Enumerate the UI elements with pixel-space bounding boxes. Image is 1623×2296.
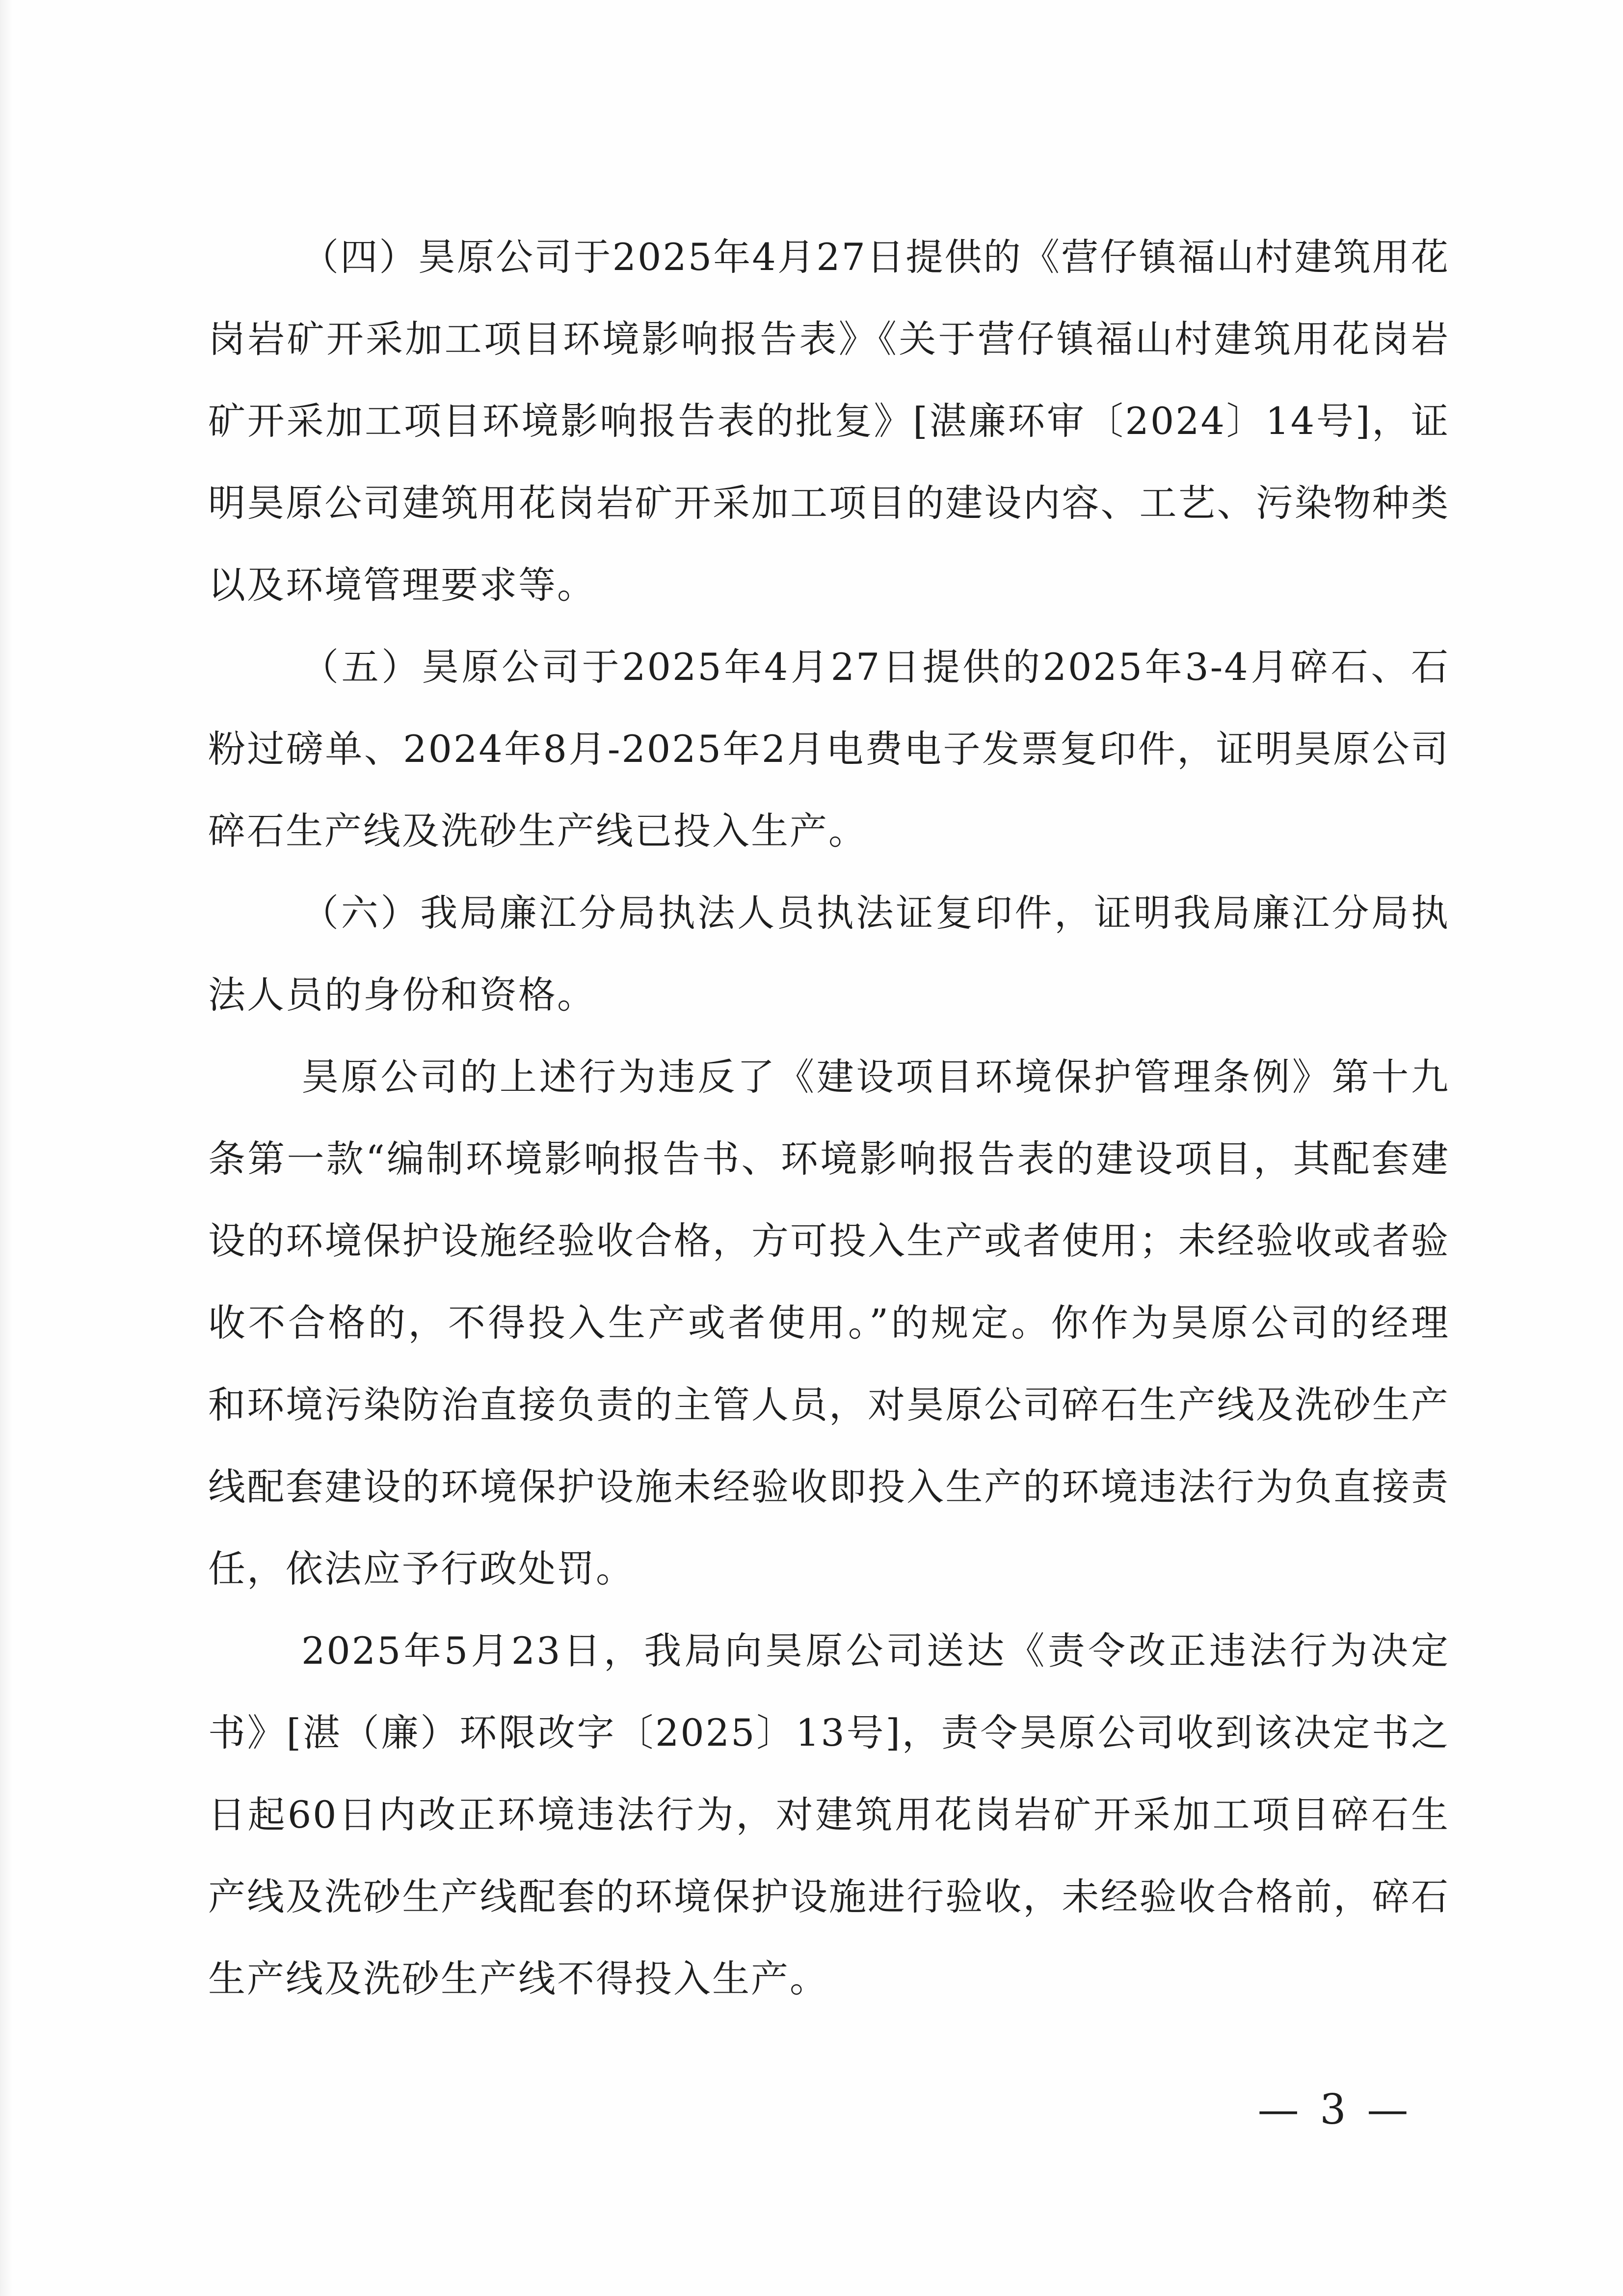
- paragraph-violation: 昊原公司的上述行为违反了《建设项目环境保护管理条例》第十九条第一款“编制环境影响报告书、环境影响报告表的建设项目，其配套建设的环境保护设施经验收合格，方可投入生产或者使用；未经验收或者验收不合格的，不得投入生产或者使用。”的规定。你作为昊原公司的经理和环境污染防治直接负责的主管人员，对昊原公司碎石生产线及洗砂生产线配套建设的环境保护设施未经验收即投入生产的环境违法行为负直接责任，依法应予行政处罚。: [208, 1055, 1450, 1591]
- document-body: [208, 216, 1450, 2020]
- paragraph-evidence-4: （四）昊原公司于2025年4月27日提供的《营仔镇福山村建筑用花岗岩矿开采加工项目环境影响报告表》《关于营仔镇福山村建筑用花岗岩矿开采加工项目环境影响报告表的批复》[湛廉环审〔2024〕14号]，证明昊原公司建筑用花岗岩矿开采加工项目的建设内容、工艺、污染物种类以及环境管理要求等。: [208, 235, 1450, 607]
- scan-edge-shadow: [0, 0, 13, 2296]
- paragraph-rectification-order: 2025年5月23日，我局向昊原公司送达《责令改正违法行为决定书》[湛（廉）环限改字〔2025〕13号]，责令昊原公司收到该决定书之日起60日内改正环境违法行为，对建筑用花岗岩矿开采加工项目碎石生产线及洗砂生产线配套的环境保护设施进行验收，未经验收合格前，碎石生产线及洗砂生产线不得投入生产。: [208, 1629, 1450, 2000]
- page-number: — 3 —: [1257, 2085, 1412, 2134]
- paragraph-evidence-5: （五）昊原公司于2025年4月27日提供的2025年3-4月碎石、石粉过磅单、2024年8月-2025年2月电费电子发票复印件，证明昊原公司碎石生产线及洗砂生产线已投入生产。: [208, 645, 1450, 853]
- paragraph-evidence-6: （六）我局廉江分局执法人员执法证复印件，证明我局廉江分局执法人员的身份和资格。: [208, 891, 1450, 1017]
